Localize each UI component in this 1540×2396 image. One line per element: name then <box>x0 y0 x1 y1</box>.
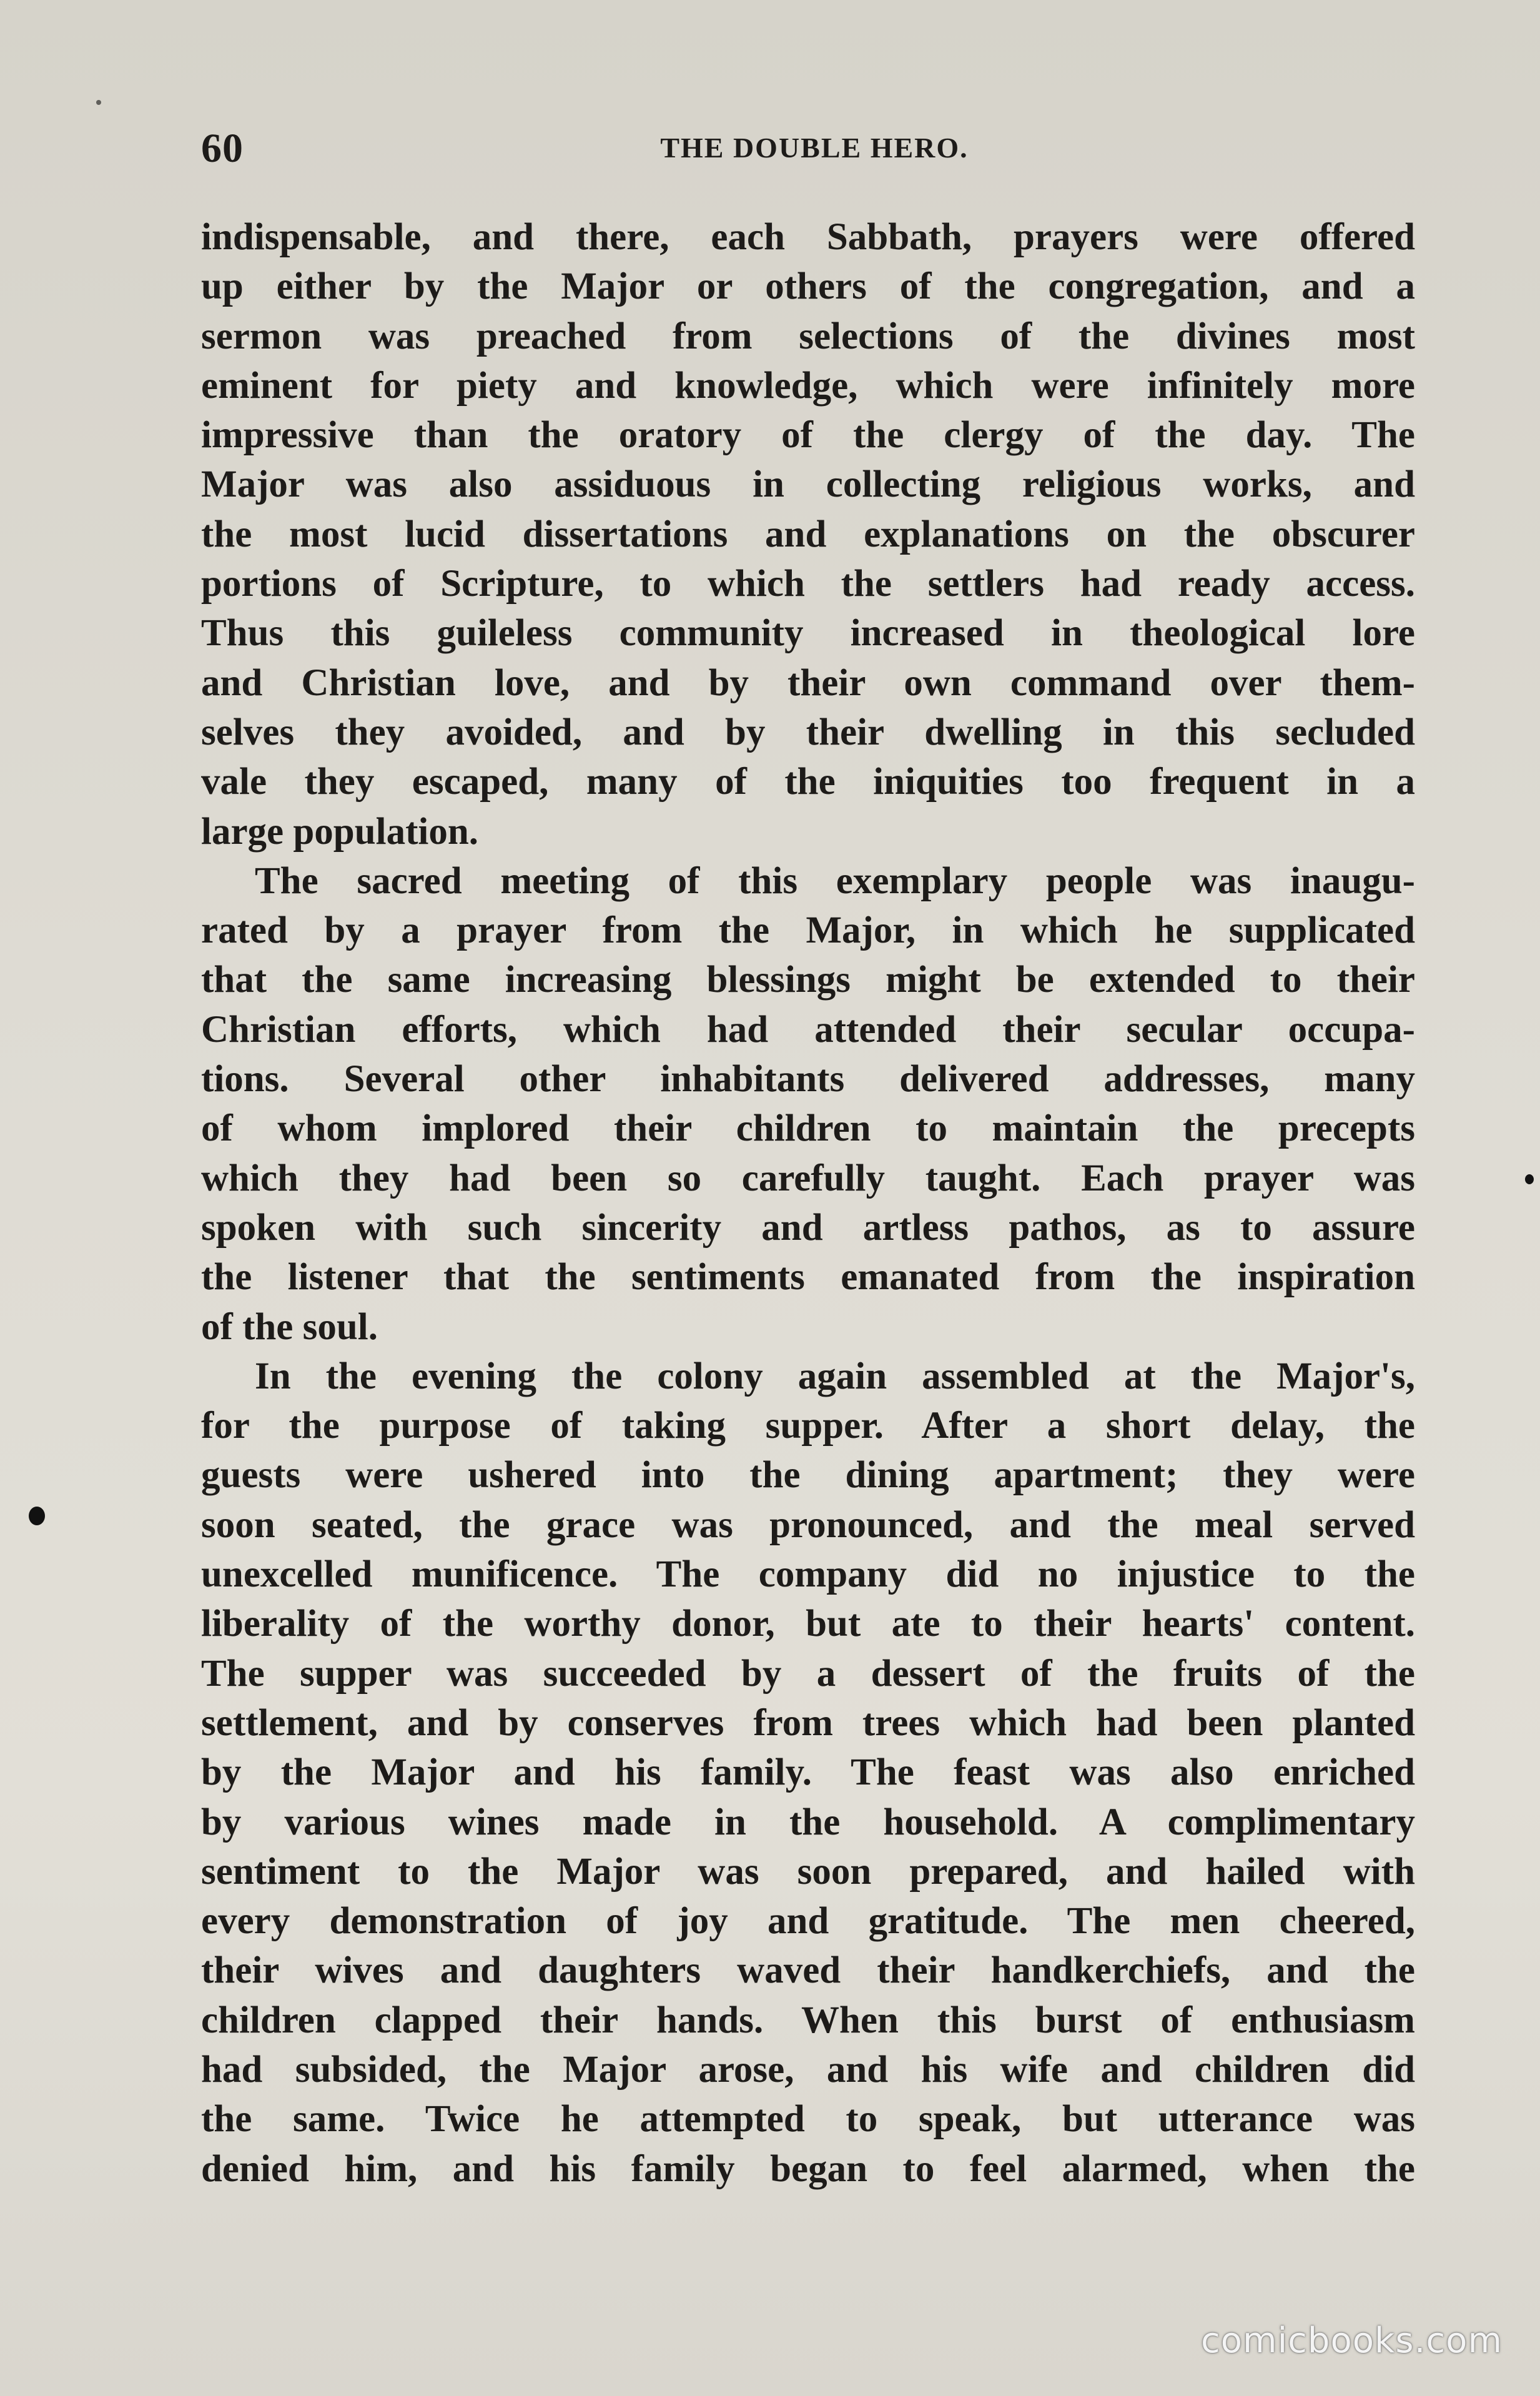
text-line: large population. <box>201 810 479 853</box>
book-title: THE DOUBLE HERO. <box>660 132 969 164</box>
text-line: eminent for piety and knowledge, which were infinitely more <box>201 364 1415 407</box>
text-line: of whom implored their children to maintain the precepts <box>201 1107 1415 1150</box>
text-line: by the Major and his family. The feast was also enriched <box>201 1751 1415 1794</box>
text-line: that the same increasing blessings might be extended to their <box>201 959 1415 1001</box>
text-line: rated by a prayer from the Major, in which he supplicated <box>201 909 1415 952</box>
text-line: which they had been so carefully taught. Each prayer was <box>201 1157 1415 1199</box>
watermark: comicbooks.com <box>1200 2320 1503 2361</box>
text-line: vale they escaped, many of the iniquities too frequent in a <box>201 761 1415 803</box>
ink-speck <box>96 100 101 105</box>
text-line: Thus this guileless community increased in theological lore <box>201 612 1415 655</box>
text-line: their wives and daughters waved their handkerchiefs, and the <box>201 1949 1415 1992</box>
text-line: had subsided, the Major arose, and his wife and children did <box>201 2048 1415 2091</box>
text-line: up either by the Major or others of the congregation, and a <box>201 265 1415 308</box>
text-line: spoken with such sincerity and artless pathos, as to assure <box>201 1206 1415 1249</box>
text-line: the listener that the sentiments emanated from the inspiration <box>201 1256 1415 1299</box>
text-line: unexcelled munificence. The company did no injustice to the <box>201 1553 1415 1596</box>
body-text <box>201 212 1415 2194</box>
text-line: tions. Several other inhabitants delivered addresses, many <box>201 1058 1415 1101</box>
text-line: by various wines made in the household. A complimentary <box>201 1801 1415 1843</box>
text-line: children clapped their hands. When this burst of enthusiasm <box>201 1999 1415 2041</box>
text-line: sermon was preached from selections of the divines most <box>201 315 1415 357</box>
text-line: Major was also assiduous in collecting religious works, and <box>201 463 1415 506</box>
text-line: denied him, and his family began to feel alarmed, when the <box>201 2147 1415 2190</box>
ink-speck <box>1525 1174 1534 1184</box>
text-line: the most lucid dissertations and explanations on the obscurer <box>201 513 1415 555</box>
text-line: soon seated, the grace was pronounced, and the meal served <box>201 1503 1415 1546</box>
text-line: and Christian love, and by their own command over them- <box>201 661 1415 704</box>
running-head <box>201 125 1415 175</box>
text-line: every demonstration of joy and gratitude. The men cheered, <box>201 1900 1415 1943</box>
page-number: 60 <box>201 126 244 171</box>
text-line: settlement, and by conserves from trees which had been planted <box>201 1701 1415 1744</box>
ink-speck <box>29 1507 45 1525</box>
text-line: for the purpose of taking supper. After a short delay, the <box>201 1405 1415 1447</box>
text-line: liberality of the worthy donor, but ate to their hearts' content. <box>201 1603 1415 1645</box>
paragraph-1 <box>201 212 1415 856</box>
text-line: selves they avoided, and by their dwelling in this secluded <box>201 711 1415 753</box>
paragraph-3 <box>201 1352 1415 2194</box>
text-line: impressive than the oratory of the clergy of the day. The <box>201 414 1415 457</box>
text-line: the same. Twice he attempted to speak, but utterance was <box>201 2098 1415 2141</box>
text-line: sentiment to the Major was soon prepared, and hailed with <box>201 1850 1415 1893</box>
paragraph-2 <box>201 856 1415 1352</box>
text-line: Christian efforts, which had attended their secular occupa- <box>201 1008 1415 1051</box>
text-line: The sacred meeting of this exemplary people was inaugu- <box>255 859 1415 902</box>
text-line: The supper was succeeded by a dessert of the fruits of the <box>201 1652 1415 1695</box>
text-line: guests were ushered into the dining apartment; they were <box>201 1454 1415 1497</box>
text-line: In the evening the colony again assembled at the Major's, <box>255 1355 1415 1397</box>
text-line: portions of Scripture, to which the settlers had ready access. <box>201 563 1415 605</box>
text-line: of the soul. <box>201 1305 378 1348</box>
text-line: indispensable, and there, each Sabbath, prayers were offered <box>201 216 1415 258</box>
